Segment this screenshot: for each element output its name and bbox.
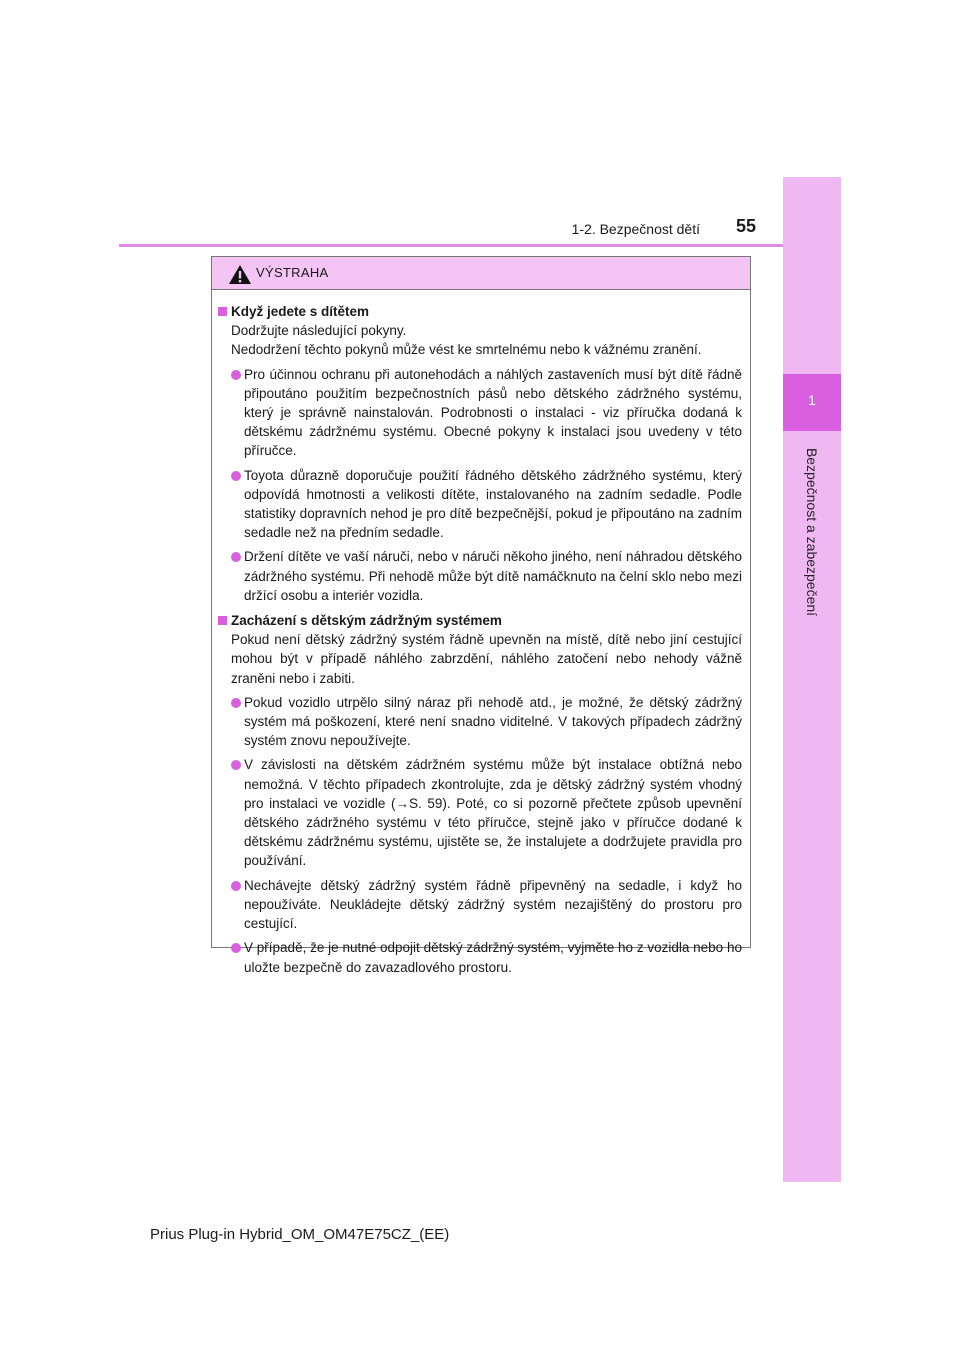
list-item: Pro účinnou ochranu při autonehodách a náhlých zastaveních musí být dítě řádně připoutáno použitím bezpečnostních pásů nebo dětského zádržného systému, který je správně nainstalován. Podrobnosti o instalaci - viz příručka dodaná k dětskému zádržnému systému. Obecné pokyny k instalaci jsou uvedeny v této příručce. xyxy=(218,365,742,461)
list-item: V závislosti na dětském zádržném systému může být instalace obtížná nebo nemožná. V těchto případech zkontrolujte, zda je dětský zádržný systém vhodný pro instalaci ve vozidle (→S. 59). Poté, co si pozorně přečtete způsob upevnění dětského zádržného systému v této příručce, stejně jako v příručce dodané k dětskému zádržnému systému, ujistěte se, že instalujete a dodržujete pravidla pro používání. xyxy=(218,755,742,870)
list-item: Držení dítěte ve vaší náruči, nebo v náruči někoho jiného, není náhradou dětského zádržného systému. Při nehodě může být dítě namáčknuto na čelní sklo nebo mezi držící osobu a interiér vozidla. xyxy=(218,547,742,605)
section-heading: Zacházení s dětským zádržným systémem xyxy=(218,611,742,630)
section-heading: Když jedete s dítětem xyxy=(218,302,742,321)
square-bullet-icon xyxy=(218,616,227,625)
bullet-dot-icon xyxy=(231,370,241,380)
bullet-dot-icon xyxy=(231,881,241,891)
warning-body xyxy=(212,290,750,977)
header-rule xyxy=(119,244,783,247)
bullet-dot-icon xyxy=(231,552,241,562)
warning-box xyxy=(211,256,751,975)
footer-manual-id: Prius Plug-in Hybrid_OM_OM47E75CZ_(EE) xyxy=(150,1226,450,1243)
intro-line: Pokud není dětský zádržný systém řádně upevněn na místě, dítě nebo jiní cestující mohou být v případě náhlého zabrzdění, náhlého zatočení nebo nehody vážně zraněni nebo i zabiti. xyxy=(231,632,742,686)
list-item: V případě, že je nutné odpojit dětský zádržný systém, vyjměte ho z vozidla nebo ho uložte bezpečně do zavazadlového prostoru. xyxy=(218,938,742,976)
list-item: Nechávejte dětský zádržný systém řádně připevněný na sedadle, i když ho nepoužíváte. Neukládejte dětský zádržný systém nezajištěný do prostoru pro cestující. xyxy=(218,876,742,934)
page-number: 55 xyxy=(736,216,757,236)
warning-header xyxy=(212,257,750,290)
bullet-dot-icon xyxy=(231,471,241,481)
square-bullet-icon xyxy=(218,307,227,316)
warning-title: VÝSTRAHA xyxy=(256,265,329,280)
list-item: Toyota důrazně doporučuje použití řádného dětského zádržného systému, který odpovídá hmotnosti a velikosti dítěte, instalovaného na zadním sedadle. Podle statistiky dopravních nehod je pro dítě bezpečnější, pokud je připoutáno na zadním sedadle než na předním sedadle. xyxy=(218,466,742,543)
bullet-dot-icon xyxy=(231,698,241,708)
section-title: 1-2. Bezpečnost dětí xyxy=(571,221,700,237)
intro-line: Nedodržení těchto pokynů může vést ke smrtelnému nebo k vážnému zranění. xyxy=(231,342,702,358)
warning-triangle-icon xyxy=(228,264,252,285)
list-item: Pokud vozidlo utrpělo silný náraz při nehodě atd., je možné, že dětský zádržný systém má poškození, které není snadno viditelné. V takových případech zádržný systém znovu nepoužívejte. xyxy=(218,693,742,751)
chapter-side-strip xyxy=(783,177,841,1182)
chapter-label: Bezpečnost a zabezpečení xyxy=(804,447,820,617)
bullet-dot-icon xyxy=(231,943,241,953)
chapter-number: 1 xyxy=(808,392,816,408)
intro-line: Dodržujte následující pokyny. xyxy=(231,323,407,339)
bullet-dot-icon xyxy=(231,760,241,770)
